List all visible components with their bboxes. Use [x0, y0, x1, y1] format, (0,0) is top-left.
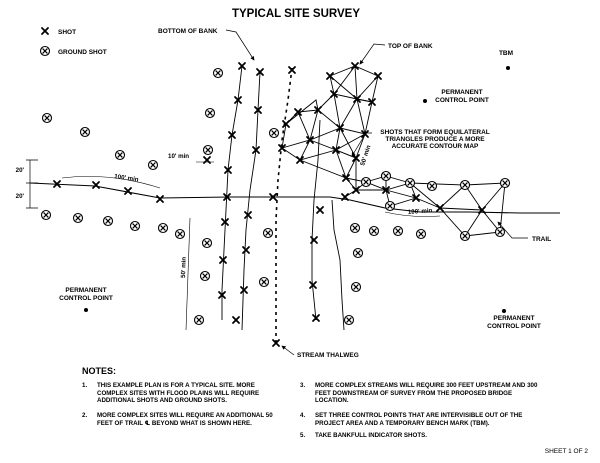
dim-100-right: 100' min — [407, 207, 433, 216]
dim-20-top: 20' — [15, 167, 24, 174]
control-point-left-label-1: PERMANENT — [65, 287, 107, 294]
ground-shot-icon — [417, 230, 426, 239]
ground-shot-icon — [159, 224, 168, 233]
control-point-left-icon — [84, 308, 88, 312]
shot-icon — [233, 317, 239, 323]
bottom-of-bank-left-line — [222, 66, 242, 320]
bottom-of-bank-leader — [226, 30, 254, 60]
shots-note-line-1: SHOTS THAT FORM EQUILATERAL — [380, 129, 490, 136]
ground-shot-icon — [501, 179, 510, 188]
stream-thalweg-label: STREAM THALWEG — [297, 352, 359, 359]
ground-shot-icon — [370, 227, 379, 236]
control-point-tr-icon — [423, 99, 427, 103]
note-1-number: 1. — [82, 382, 88, 389]
ground-shot-icon — [176, 230, 185, 239]
ground-shot-icon — [354, 249, 363, 258]
ground-shot-icon — [362, 178, 371, 187]
shot-icon — [413, 195, 419, 201]
control-point-br-icon — [502, 309, 506, 313]
ground-shot-icon — [206, 109, 215, 118]
note-5 — [300, 432, 540, 440]
ground-shot-icon — [461, 181, 470, 190]
tbm-label: TBM — [498, 50, 514, 57]
ground-shot-icon — [81, 128, 90, 137]
ground-shot-icon — [264, 229, 273, 238]
note-2-number: 2. — [82, 412, 88, 419]
top-of-bank-label: TOP OF BANK — [388, 43, 433, 50]
dim-10-min: 10' min — [168, 153, 190, 160]
ground-shot-icon — [382, 172, 391, 181]
shot-icon — [93, 182, 99, 188]
ground-shot-icon — [116, 151, 125, 160]
control-point-tr-label-2: CONTROL POINT — [435, 97, 489, 104]
ground-shot-icon — [201, 272, 210, 281]
shot-icon — [317, 207, 323, 213]
ground-shot-icon — [43, 114, 52, 123]
note-3-text: MORE COMPLEX STREAMS WILL REQUIRE 300 FEET UPSTREAM AND 300 FEET DOWNSTREAM OF SURVEY FROM THE PROPOSED BRIDGE LOCATION. — [315, 382, 538, 405]
note-3 — [300, 382, 540, 405]
ground-shot-icon — [204, 146, 213, 155]
ground-shot-icon — [461, 232, 470, 241]
shot-icon — [125, 188, 131, 194]
legend-ground-shot-label: GROUND SHOT — [58, 49, 107, 56]
ground-shot-icon — [428, 182, 437, 191]
note-1 — [82, 382, 282, 405]
stream-thalweg-line — [276, 68, 292, 345]
control-point-tr-label-1: PERMANENT — [441, 89, 483, 96]
ground-shot-legend-icon — [41, 47, 50, 56]
trail-label: TRAIL — [532, 236, 552, 243]
sheet-number: SHEET 1 OF 2 — [544, 448, 588, 455]
stream-thalweg-leader — [282, 346, 294, 355]
shot-icon — [307, 137, 313, 143]
ground-shot-icon — [149, 161, 158, 170]
shot-icon — [241, 287, 247, 293]
ground-shot-icon — [351, 224, 360, 233]
shot-icon — [289, 67, 295, 73]
control-point-left-label-2: CONTROL POINT — [59, 295, 113, 302]
ground-shot-icon — [406, 179, 415, 188]
note-2-text: MORE COMPLEX SITES WILL REQUIRE AN ADDITIONAL 50 FEET OF TRAIL ℄ BEYOND WHAT IS SHOWN HERE. — [97, 412, 273, 427]
ground-shot-icon — [203, 239, 212, 248]
shots-note-line-2: TRIANGLES PRODUCE A MORE — [385, 136, 485, 143]
note-5-text: TAKE BANKFULL INDICATOR SHOTS. — [315, 432, 427, 439]
shot-icon — [157, 196, 163, 202]
shot-icon — [243, 247, 249, 253]
top-of-bank-lower-line — [332, 200, 344, 330]
dim-50-vertical: 50' min — [180, 256, 188, 279]
dim-20-bottom: 20' — [15, 193, 24, 200]
ground-shot-icon — [394, 227, 403, 236]
ground-shot-icon — [195, 316, 204, 325]
notes-heading: NOTES: — [82, 366, 117, 376]
notes-section — [80, 368, 600, 463]
control-point-br-label-1: PERMANENT — [493, 315, 535, 322]
ground-shot-icon — [131, 222, 140, 231]
ground-shot-icon — [352, 283, 361, 292]
page-title: TYPICAL SITE SURVEY — [231, 8, 361, 20]
bottom-of-bank-label: BOTTOM OF BANK — [158, 28, 218, 35]
note-4-text: SET THREE CONTROL POINTS THAT ARE INTERVISIBLE OUT OF THE PROJECT AREA AND A TEMPORARY BENCH MARK (TBM). — [315, 412, 523, 427]
shot-icon — [327, 73, 333, 79]
shots-note-line-3: ACCURATE CONTOUR MAP — [391, 143, 479, 150]
legend-shot-label: SHOT — [58, 29, 77, 36]
shot-icon — [375, 73, 381, 79]
ground-shot-icon — [42, 211, 51, 220]
note-2 — [82, 412, 282, 427]
top-of-bank-leader — [360, 44, 385, 64]
shot-legend-icon — [42, 28, 48, 34]
note-5-number: 5. — [300, 432, 306, 439]
ground-shot-icon — [386, 202, 395, 211]
shot-icon — [297, 157, 303, 163]
ground-shot-icon — [496, 228, 505, 237]
control-point-br-label-2: CONTROL POINT — [487, 323, 541, 330]
bank-right-inner-line — [312, 120, 320, 320]
dim-100-left: 100' min — [113, 173, 139, 184]
note-1-text: THIS EXAMPLE PLAN IS FOR A TYPICAL SITE. MORE COMPLEX SITES WITH FLOOD PLAINS WILL REQUIRE ADDITIONAL SHOTS AND GROUND SHOTS. — [97, 382, 260, 405]
twenty-foot-dimension — [26, 160, 38, 208]
ground-shot-icon — [260, 278, 269, 287]
hundred-min-left-dim — [62, 176, 160, 188]
dim-50-diagonal: 50' min — [359, 144, 373, 167]
ground-shot-icon — [214, 69, 223, 78]
ground-shot-icon — [104, 217, 113, 226]
tbm-point-icon — [506, 66, 510, 70]
ground-shot-icon — [74, 214, 83, 223]
shot-marks — [54, 63, 485, 346]
ground-shot-icon — [270, 129, 279, 138]
note-4-number: 4. — [300, 412, 306, 419]
note-3-number: 3. — [300, 382, 306, 389]
ground-shot-icon — [345, 316, 354, 325]
note-4 — [300, 412, 540, 427]
